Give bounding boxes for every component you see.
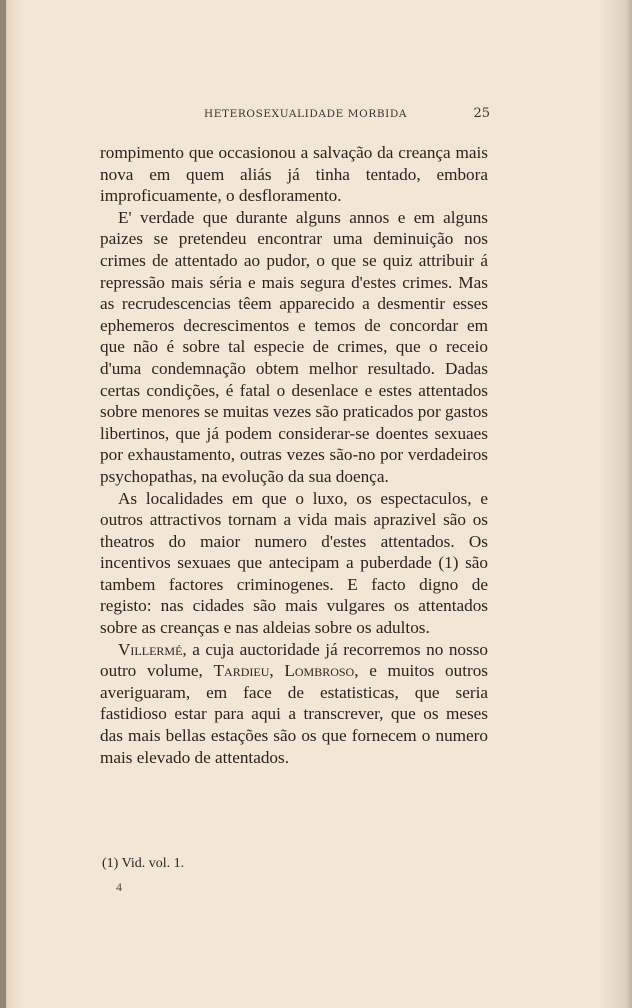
book-binding-edge <box>0 0 6 1008</box>
body-text <box>100 142 488 768</box>
paragraph-4-text-1: , a cuja auctoridade já recorremos no nosso outro volume, <box>100 639 488 681</box>
paragraph-4-text-3: , e muitos outros averiguaram, em face de estatisticas, que seria fastidioso estar para aqui a transcrever, que os meses das mais bellas estações são os que fornecem o numero mais elevado de attentados. <box>100 661 488 767</box>
page-header <box>100 106 490 126</box>
page-number: 25 <box>473 106 490 121</box>
author-name-lombroso: Lombroso <box>284 661 355 681</box>
signature-mark: 4 <box>116 880 122 894</box>
paragraph-3: As localidades em que o luxo, os espectaculos, e outros attractivos tornam a vida mais aprazivel são os theatros do maior numero d'estes attentados. Os incentivos sexuaes que antecipam a puberdade (1) são tambem factores criminogenes. E facto digno de registo: nas cidades são mais vulgares os attentados sobre as creanças e nas aldeias sobre os adultos. <box>100 488 488 638</box>
paragraph-2: E' verdade que durante alguns annos e em alguns paizes se pretendeu encontrar uma deminuição nos crimes de attentado ao pudor, o que se quiz attribuir á repressão mais séria e mais segura d'estes crimes. Mas as recrudescencias têem apparecido a desmentir esses ephemeros decrescimentos e temos de concordar em que não é sobre tal especie de crimes, que o receio d'uma condemnação obtem melhor resultado. Dadas certas condições, é fatal o desenlace e estes attentados sobre menores se muitas vezes são praticados por gastos libertinos, que já podem considerar-se doentes sexuaes por exhaustamento, outras vezes são-no por verdadeiros psychopathas, na evolução da sua doença. <box>100 207 488 486</box>
author-name-villerme: Villermé <box>118 639 183 659</box>
running-title: HETEROSEXUALIDADE MORBIDA <box>204 108 408 120</box>
paragraph-4 <box>100 639 488 769</box>
footnote: (1) Vid. vol. 1. <box>102 856 185 871</box>
author-name-tardieu: Tardieu <box>213 661 270 681</box>
paragraph-4-text-2: , <box>269 661 285 681</box>
paragraph-1: rompimento que occasionou a salvação da creança mais nova em quem aliás já tinha tentado, embora improficuamente, o desfloramento. <box>100 143 488 206</box>
